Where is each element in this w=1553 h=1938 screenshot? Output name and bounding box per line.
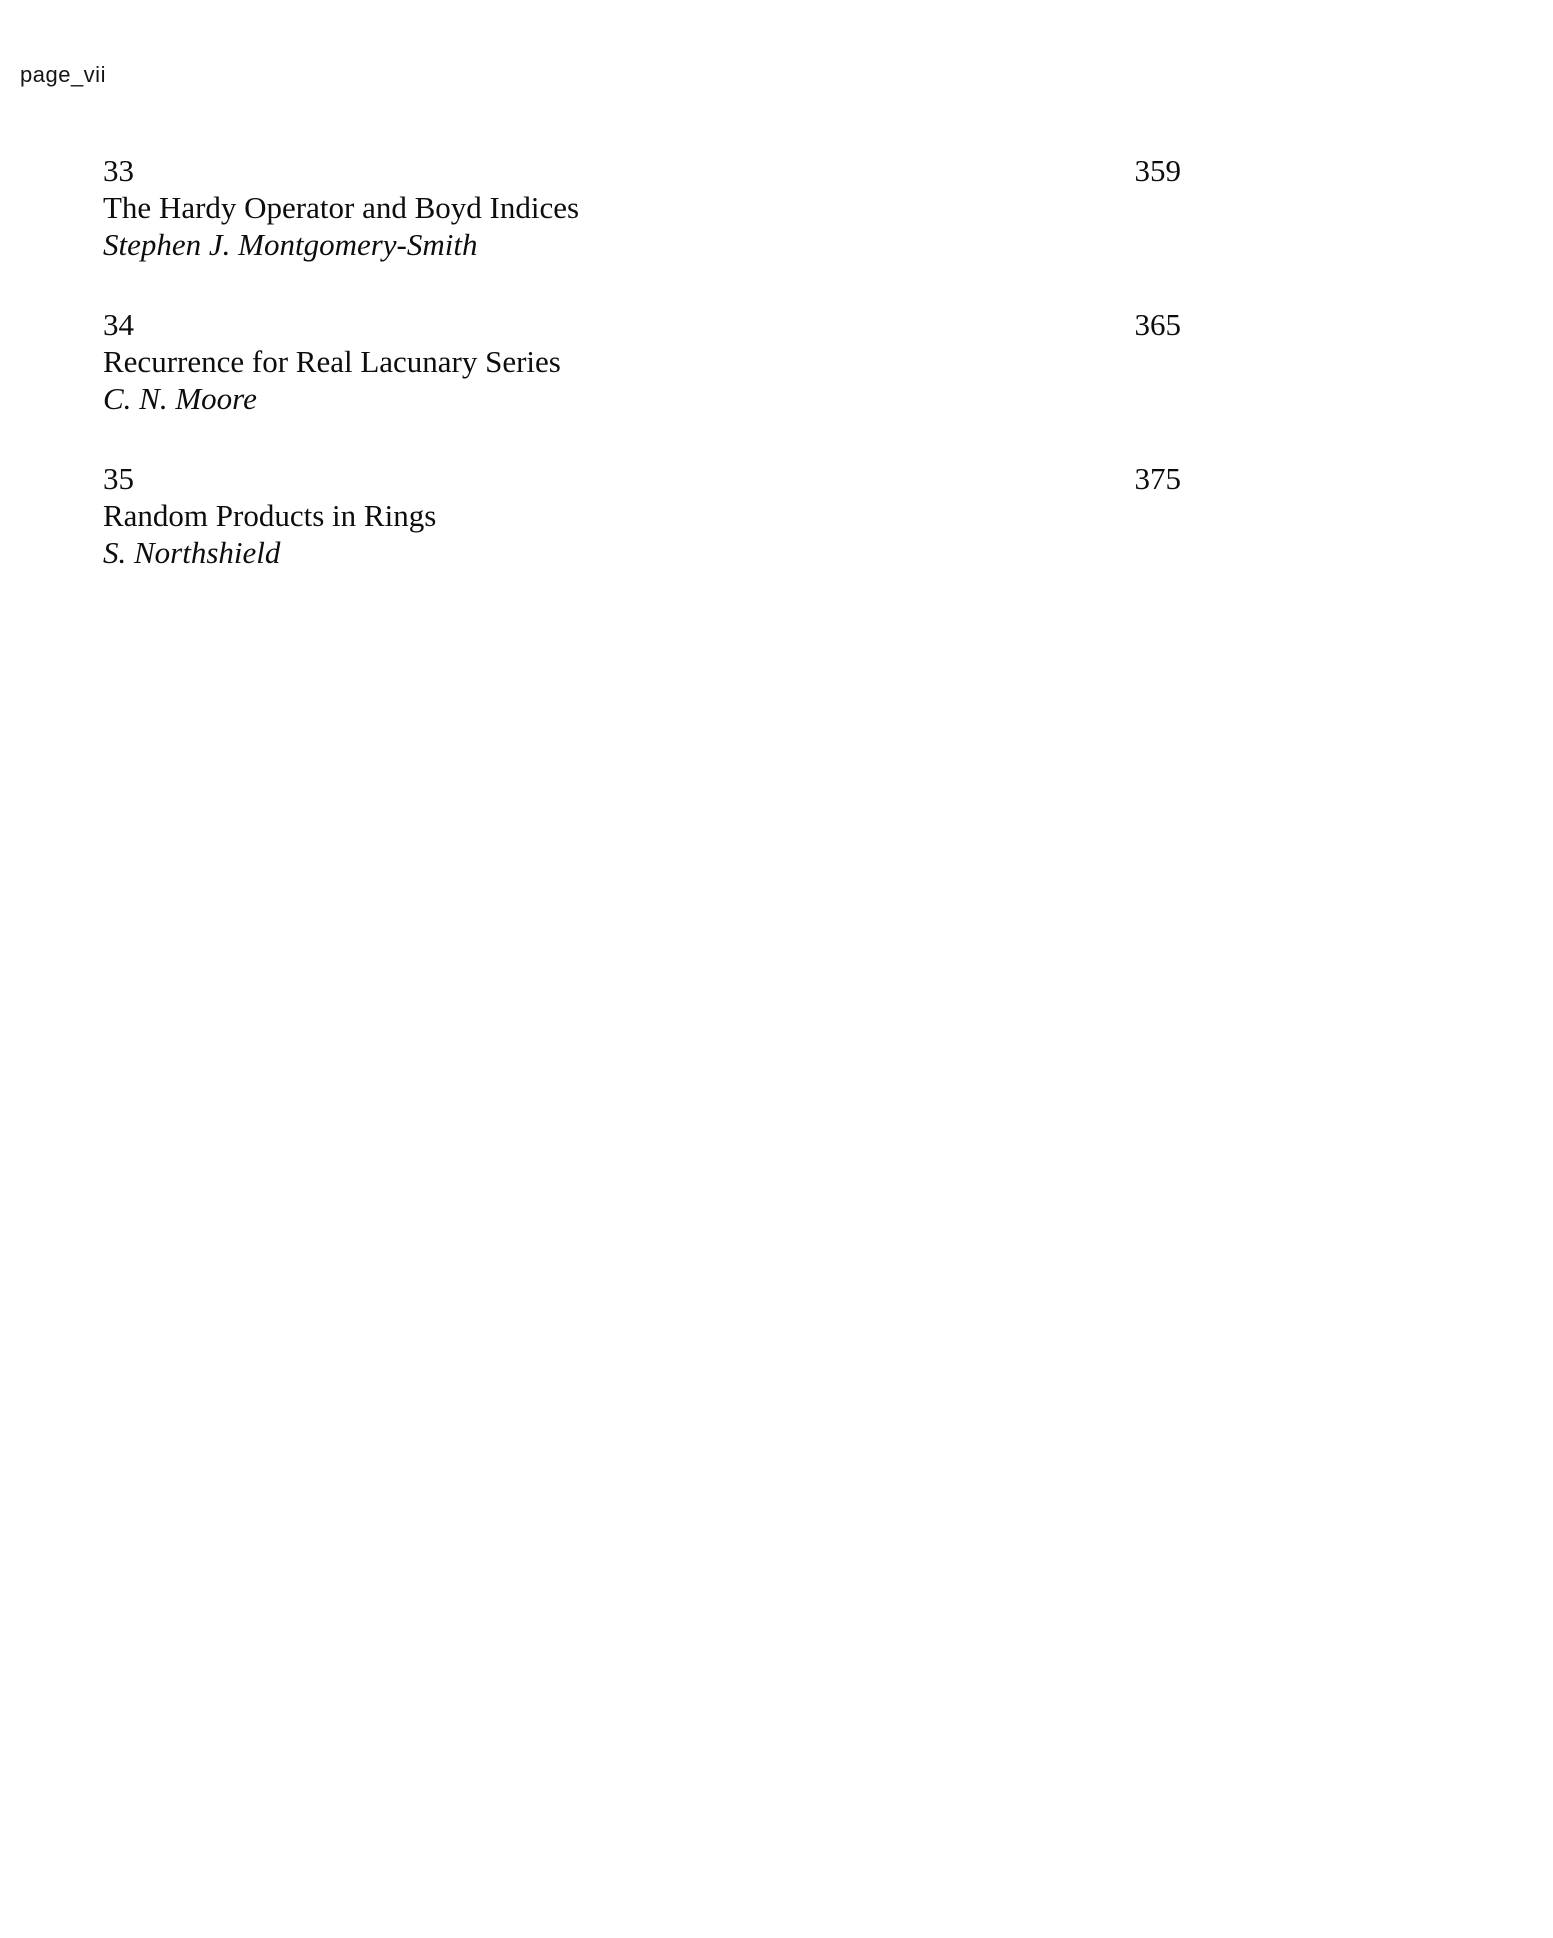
chapter-number: 33 [103,153,134,188]
page-label: page_vii [20,62,106,87]
chapter-title: The Hardy Operator and Boyd Indices [103,190,580,225]
page-number: 365 [1134,307,1181,342]
toc-entry [103,460,1181,571]
toc-entry-row [103,152,1181,189]
chapter-author: Stephen J. Montgomery-Smith [103,227,478,262]
chapter-title: Random Products in Rings [103,498,437,533]
chapter-number: 34 [103,307,134,342]
chapter-number: 35 [103,461,134,496]
toc-entry [103,306,1181,417]
page-number: 359 [1134,153,1181,188]
chapter-title: Recurrence for Real Lacunary Series [103,344,561,379]
table-of-contents [103,152,1181,614]
toc-entry-row [103,306,1181,343]
chapter-author: C. N. Moore [103,381,257,416]
chapter-author: S. Northshield [103,535,281,570]
toc-entry-row [103,460,1181,497]
page-number: 375 [1134,461,1181,496]
toc-entry [103,152,1181,263]
